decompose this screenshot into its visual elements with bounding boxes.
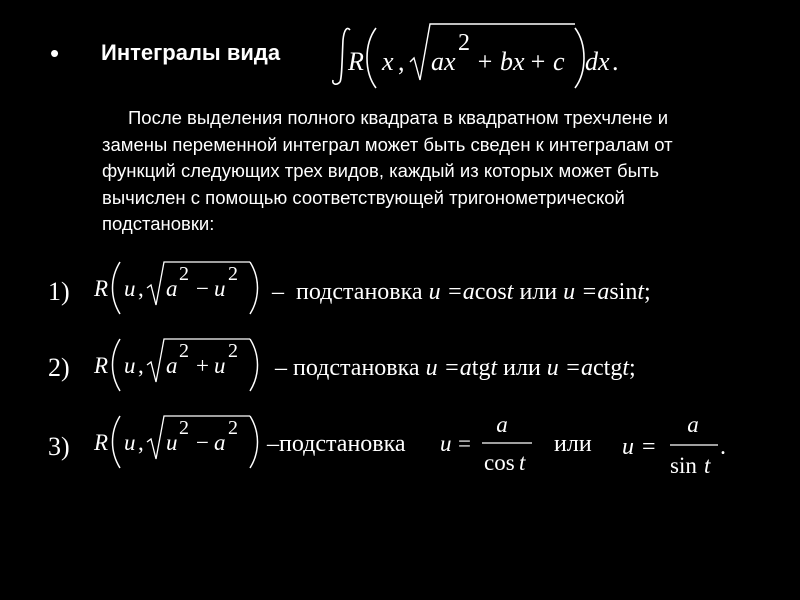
svg-text:u: u bbox=[124, 276, 136, 301]
paragraph-line: После выделения полного квадрата в квадратном трехчлене и bbox=[128, 107, 669, 128]
item-1-expression bbox=[92, 258, 262, 318]
svg-text:=: = bbox=[458, 431, 471, 456]
svg-text:,: , bbox=[138, 276, 144, 301]
svg-text:a: a bbox=[214, 430, 226, 455]
paragraph-line: подстановки: bbox=[102, 213, 215, 234]
main-dx: dx bbox=[585, 47, 610, 76]
svg-text:R: R bbox=[94, 353, 109, 378]
svg-text:t: t bbox=[519, 450, 526, 475]
bullet-marker: • bbox=[50, 38, 60, 68]
item-2-number: 2) bbox=[48, 353, 70, 382]
svg-text:a: a bbox=[166, 353, 178, 378]
item-2-expression bbox=[92, 335, 262, 395]
explanation-paragraph bbox=[102, 105, 742, 238]
svg-text:cos: cos bbox=[484, 450, 515, 475]
svg-text:u: u bbox=[166, 430, 178, 455]
svg-text:u: u bbox=[124, 430, 136, 455]
paragraph-line: вычислен с помощью соответствующей тригонометрической bbox=[102, 186, 625, 208]
svg-text:R: R bbox=[94, 276, 109, 301]
item-3-fraction-sin bbox=[620, 410, 735, 480]
item-3-description: –подстановка bbox=[267, 431, 406, 457]
main-plus-c: + c bbox=[529, 47, 565, 76]
heading-title: Интегралы вида bbox=[101, 40, 281, 65]
svg-text:sin: sin bbox=[670, 453, 697, 478]
svg-text:2: 2 bbox=[179, 417, 189, 439]
svg-text:.: . bbox=[720, 434, 726, 460]
left-paren-icon bbox=[367, 28, 376, 88]
main-integral-formula bbox=[330, 20, 630, 95]
item-1-number: 1) bbox=[48, 277, 70, 306]
svg-text:−: − bbox=[196, 276, 209, 301]
main-R: R bbox=[348, 47, 364, 76]
svg-text:u: u bbox=[440, 431, 452, 456]
item-3-number: 3) bbox=[48, 432, 70, 461]
paragraph-line: функций следующих трех видов, каждый из которых может быть bbox=[102, 160, 660, 181]
svg-text:2: 2 bbox=[228, 340, 238, 362]
svg-text:u: u bbox=[622, 434, 634, 460]
right-paren-icon bbox=[575, 28, 584, 88]
svg-text:,: , bbox=[138, 430, 144, 455]
svg-text:,: , bbox=[138, 353, 144, 378]
main-ax: ax bbox=[431, 47, 456, 76]
svg-text:a: a bbox=[166, 276, 178, 301]
svg-text:+: + bbox=[196, 353, 209, 378]
svg-text:R: R bbox=[94, 430, 109, 455]
svg-text:=: = bbox=[642, 434, 656, 460]
item-3-expression bbox=[92, 412, 262, 472]
paragraph-line: замены переменной интеграл может быть сведен к интегралам от bbox=[102, 133, 673, 155]
svg-text:u: u bbox=[214, 353, 226, 378]
item-3-or: или bbox=[554, 431, 592, 457]
item-1-description: – подстановка u =acost или u =asint; bbox=[272, 279, 651, 305]
main-dot: . bbox=[612, 47, 619, 76]
svg-text:2: 2 bbox=[179, 263, 189, 285]
main-comma: , bbox=[398, 47, 405, 76]
svg-text:u: u bbox=[124, 353, 136, 378]
main-exp2: 2 bbox=[458, 30, 470, 56]
svg-text:a: a bbox=[496, 412, 508, 437]
svg-text:2: 2 bbox=[228, 263, 238, 285]
item-3-fraction-cos bbox=[438, 410, 538, 480]
svg-text:u: u bbox=[214, 276, 226, 301]
svg-text:2: 2 bbox=[179, 340, 189, 362]
svg-text:t: t bbox=[704, 453, 711, 478]
main-plus-bx: + bx bbox=[476, 47, 525, 76]
svg-text:2: 2 bbox=[228, 417, 238, 439]
item-2-description: – подстановка u =atgt или u =actgt; bbox=[275, 355, 636, 381]
main-x: x bbox=[382, 47, 394, 76]
svg-text:a: a bbox=[687, 412, 699, 437]
svg-text:−: − bbox=[196, 430, 209, 455]
